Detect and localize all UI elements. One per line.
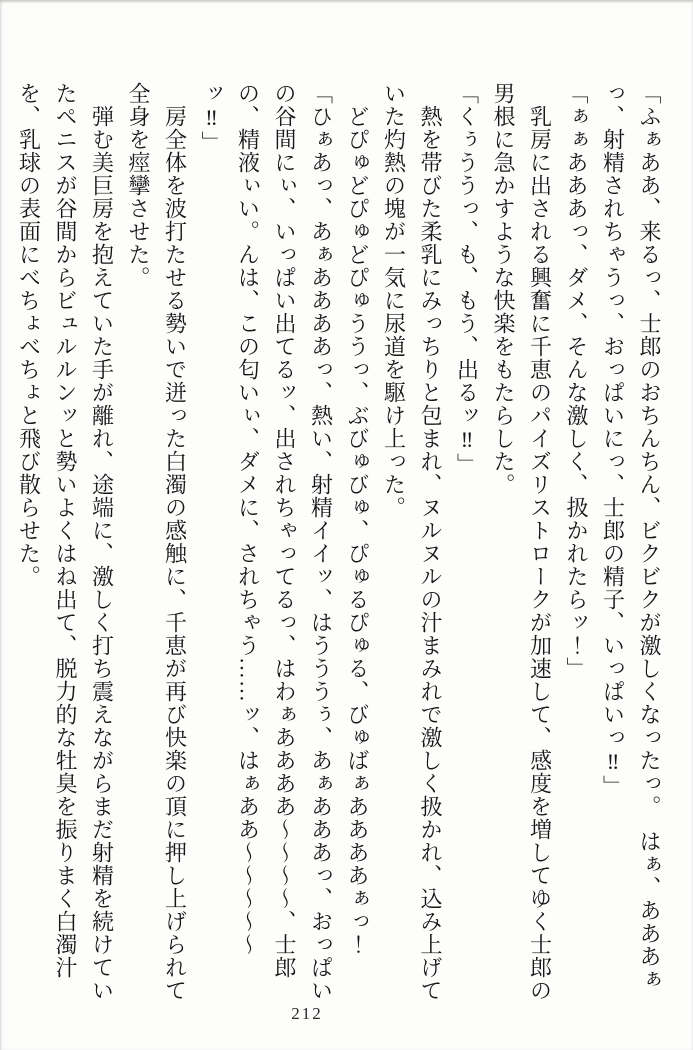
paragraph-dialogue-2: 「ぁぁあああっ、ダメ、そんな激しく、扱かれたらッ！」 (564, 82, 589, 680)
paragraph-dialogue-1: 「ふぁああ、来るっ、士郎のおちんちん、ビクビクが激しくなったっ。 はぁ、あああぁっ、射精されちゃうっ、おっぱいにっ、士郎の精子、いっぱいっ‼」 (600, 82, 662, 991)
page-number: 212 (291, 1004, 323, 1023)
paragraph-narration-3: 房全体を波打たせる勢いで迸った白濁の感触に、千恵が再び快楽の頂に押し上げられて全身を痙攣させた。 (126, 82, 188, 1002)
paragraph-dialogue-4: 「ひぁあっ、あぁああああっ、熱い、射精イイッ、はうううぅ、あぁあああっ、おっぱいの谷間にぃ、いっぱい出てるッ、出されちゃってるっ、はわぁああああ～～～～、士郎の、精液ぃい。んは、この匂いぃ、ダメに、されちゃう……ッ、はぁああ～～～～～ッ‼」 (199, 82, 334, 1002)
paragraph-narration-2: 熱を帯びた柔乳にみっちりと包まれ、ヌルヌルの汁まみれで激しく扱かれ、込み上げていた灼熱の塊が一気に尿道を駆け上った。 (381, 82, 443, 1002)
paragraph-narration-1: 乳房に出される興奮に千恵のパイズリストロークが加速して、感度を増してゆく士郎の男根に急かすような快楽をもたらした。 (491, 82, 553, 1002)
paragraph-onomatopoeia: どぴゅどぴゅどぴゅううっ、ぶびゅびゅ、ぴゅるぴゅる、びゅばぁああああぁっ！ (345, 82, 370, 956)
body-text (16, 82, 667, 1002)
paragraph-narration-4: 弾む美巨房を抱えていた手が離れ、途端に、激しく打ち震えながらまだ射精を続けていたペニスが谷間からビュルルンッと勢いよくはね出て、脱力的な牡臭を振りまく白濁汁を、乳球の表面にべちょべちょと飛び散らせた。 (16, 82, 115, 1002)
paragraph-dialogue-3: 「くぅううっ、も、もう、出るッ‼」 (454, 82, 480, 476)
